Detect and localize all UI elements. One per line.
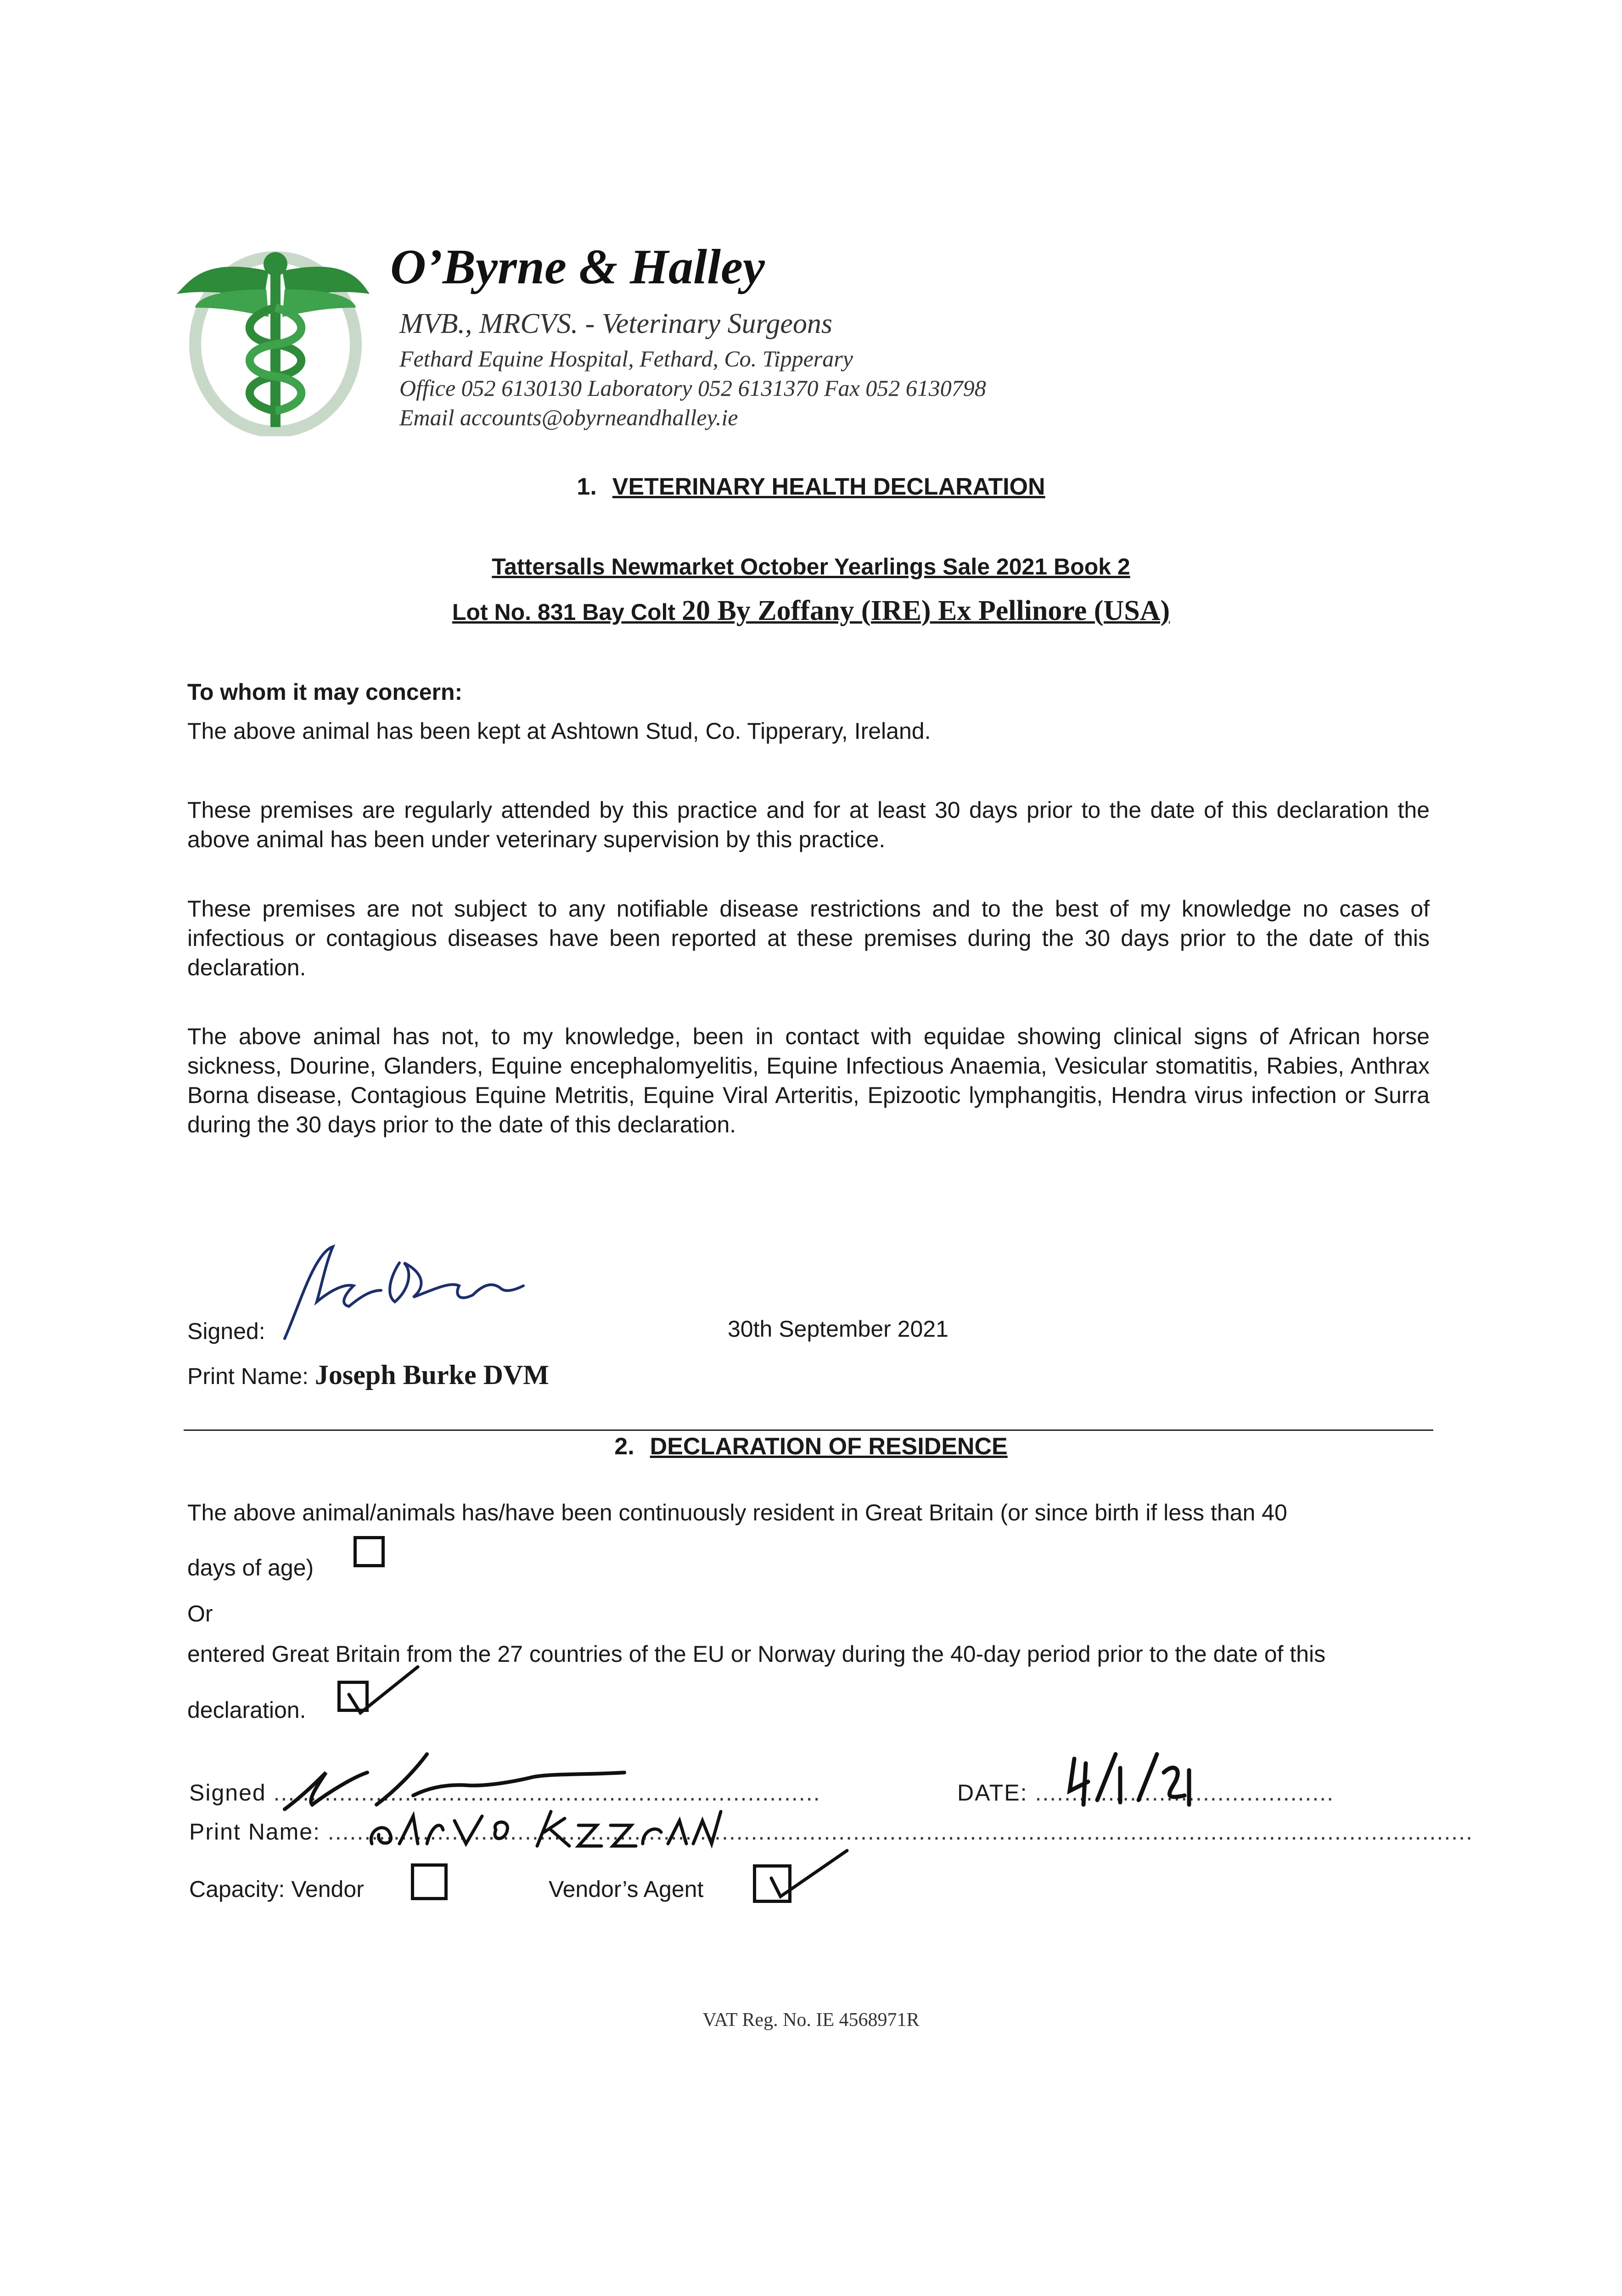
print-name-line-2: Print Name: ............................................................................................................................................................. — [189, 1819, 1473, 1845]
section2-number: 2. — [614, 1433, 634, 1460]
vet-signature-icon — [275, 1221, 533, 1345]
section1-number: 1. — [577, 473, 597, 500]
paragraph-attended: These premises are regularly attended by this practice and for at least 30 days prior to the date of this declaration the above animal has been under veterinary supervision by this practice. — [187, 797, 1430, 852]
vendor-checkbox[interactable] — [411, 1863, 448, 1900]
paragraph-kept: The above animal has been kept at Ashtown Stud, Co. Tipperary, Ireland. — [187, 718, 931, 744]
resident-checkbox[interactable] — [354, 1536, 385, 1567]
vat-number: VAT Reg. No. IE 4568971R — [702, 2009, 920, 2031]
vet-print-name: Joseph Burke DVM — [314, 1360, 549, 1390]
residence-line-2: entered Great Britain from the 27 countries of the EU or Norway during the 40-day period prior to the date of this — [187, 1641, 1326, 1667]
residence-line-2b: declaration. — [187, 1697, 306, 1723]
date-line-2: DATE: ......................................... — [957, 1780, 1334, 1806]
print-name-line-1 — [187, 1359, 549, 1391]
vet-signature-date: 30th September 2021 — [728, 1316, 949, 1342]
agent-checkmark-icon — [760, 1841, 852, 1901]
section2-title: DECLARATION OF RESIDENCE — [650, 1433, 1008, 1460]
date-label-2: DATE: — [957, 1780, 1028, 1806]
practice-name: O’Byrne & Halley — [390, 240, 765, 294]
section2-heading — [0, 1433, 1622, 1460]
vendor-print-name-icon — [363, 1802, 730, 1853]
signed-label-2: Signed — [189, 1780, 266, 1806]
print-name-label-2: Print Name: — [189, 1819, 320, 1845]
lot-prefix: Lot No. 831 Bay Colt — [452, 599, 682, 625]
section1-title: VETERINARY HEALTH DECLARATION — [612, 473, 1045, 500]
paragraph-diseases: The above animal has not, to my knowledge, been in contact with equidae showing clinical signs of African horse sickness, Dourine, Glanders, Equine encephalomyelitis, Equine Infectious Anaemia, Vesicular stomatitis, Rabies, Anthrax Borna disease, Contagious Equine Metritis, Equine Viral Arteritis, Epizootic lymphangitis, Hendra virus infection or Surra during the 30 days prior to the date of this declaration. — [187, 1024, 1430, 1137]
handwritten-date-icon — [1065, 1750, 1212, 1814]
signed-label-1: Signed: — [187, 1318, 265, 1344]
sale-title: Tattersalls Newmarket October Yearlings Sale 2021 Book 2 — [492, 554, 1130, 580]
checkmark-icon — [340, 1662, 422, 1717]
practice-email: Email accounts@obyrneandhalley.ie — [399, 405, 738, 430]
lot-line — [0, 595, 1622, 627]
residence-line-1: The above animal/animals has/have been continuously resident in Great Britain (or since birth if less than 40 — [187, 1500, 1287, 1525]
or-label: Or — [187, 1601, 213, 1626]
practice-address: Fethard Equine Hospital, Fethard, Co. Tipperary — [399, 346, 853, 371]
lot-horse: 20 By Zoffany (IRE) Ex Pellinore (USA) — [681, 595, 1170, 626]
section-divider — [184, 1429, 1433, 1431]
residence-line-1b: days of age) — [187, 1555, 314, 1581]
caduceus-logo-icon — [177, 239, 370, 436]
practice-subtitle: MVB., MRCVS. - Veterinary Surgeons — [399, 308, 833, 339]
salutation: To whom it may concern: — [187, 679, 463, 705]
paragraph-restrictions: These premises are not subject to any notifiable disease restrictions and to the best of my knowledge no cases of infectious or contagious diseases have been reported at these premises during the 30 days prior to the date of this declaration. — [187, 896, 1430, 980]
capacity-vendor-label: Capacity: Vendor — [189, 1876, 364, 1902]
print-name-label-1: Print Name: — [187, 1363, 309, 1389]
practice-phones: Office 052 6130130 Laboratory 052 6131370 Fax 052 6130798 — [399, 375, 986, 401]
vendors-agent-label: Vendor’s Agent — [549, 1876, 704, 1902]
signed-line-2: Signed ........................................................................... — [189, 1780, 821, 1806]
section1-heading — [0, 473, 1622, 501]
